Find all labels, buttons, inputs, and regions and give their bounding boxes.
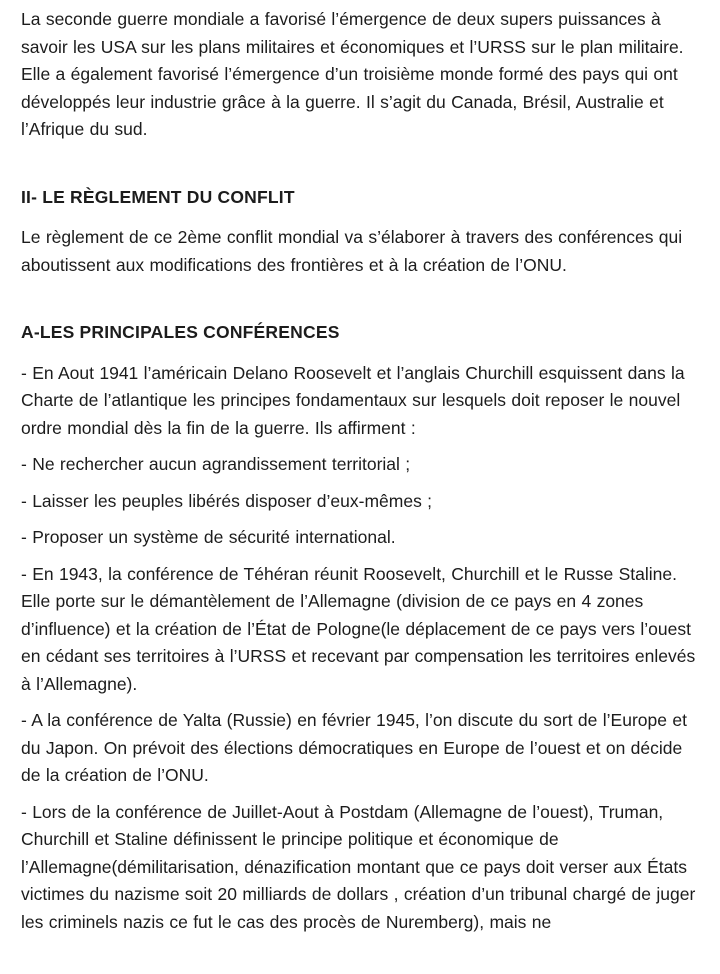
paragraph-conference-teheran: - En 1943, la conférence de Téhéran réunit Roosevelt, Churchill et le Russe Staline. Elle porte sur le démantèlement de l’Allemagne (division de ce pays en 4 zones d’influence) et la création de l’État de Pologne(le déplacement de ce pays vers l’ouest en cédant ses territoires à l’URSS et recevant par compensation les territoires enlevés à l’Allemagne). <box>21 563 696 694</box>
list-item-peuples-liberes: - Laisser les peuples libérés disposer d’eux-mêmes ; <box>21 490 433 511</box>
paragraph-conference-potsdam: - Lors de la conférence de Juillet-Aout à Postdam (Allemagne de l’ouest), Truman, Churchill et Staline définissent le principe politique et économique de l’Allemagne(démilitarisation, dénazification montant que ce pays doit verser aux États victimes du nazisme soit 20 milliards de dollars , création d’un tribunal chargé de juger les criminels nazis ce fut le cas des procès de Nuremberg), mais ne <box>21 801 696 932</box>
heading-reglement-du-conflit: II- LE RÈGLEMENT DU CONFLIT <box>21 186 295 207</box>
list-item-securite-international: - Proposer un système de sécurité international. <box>21 527 396 547</box>
heading-principales-conferences: A-LES PRINCIPALES CONFÉRENCES <box>21 322 340 342</box>
paragraph-charte-atlantique: - En Aout 1941 l’américain Delano Roosevelt et l’anglais Churchill esquissent dans la Charte de l’atlantique les principes fondamentaux sur lesquels doit reposer le nouvel ordre mondial dès la fin de la guerre. Ils affirment : <box>21 362 685 438</box>
paragraph-conference-yalta: - A la conférence de Yalta (Russie) en février 1945, l’on discute du sort de l’Europe et du Japon. On prévoit des élections démocratiques en Europe de l’ouest et on décide de la création de l’ONU. <box>21 710 687 785</box>
paragraph-reglement-intro: Le règlement de ce 2ème conflit mondial va s’élaborer à travers des conférences qui aboutissent aux modifications des frontières et à la création de l’ONU. <box>21 227 683 275</box>
list-item-aucun-agrandissement: - Ne rechercher aucun agrandissement territorial ; <box>21 454 411 474</box>
paragraph-intro-superpuissances: La seconde guerre mondiale a favorisé l’émergence de deux supers puissances à savoir les USA sur les plans militaires et économiques et l’URSS sur le plan militaire. Elle a également favorisé l’émergence d’un troisième monde formé des pays qui ont développés leur industrie grâce à la guerre. Il s’agit du Canada, Brésil, Australie et l’Afrique du sud. <box>21 9 684 139</box>
